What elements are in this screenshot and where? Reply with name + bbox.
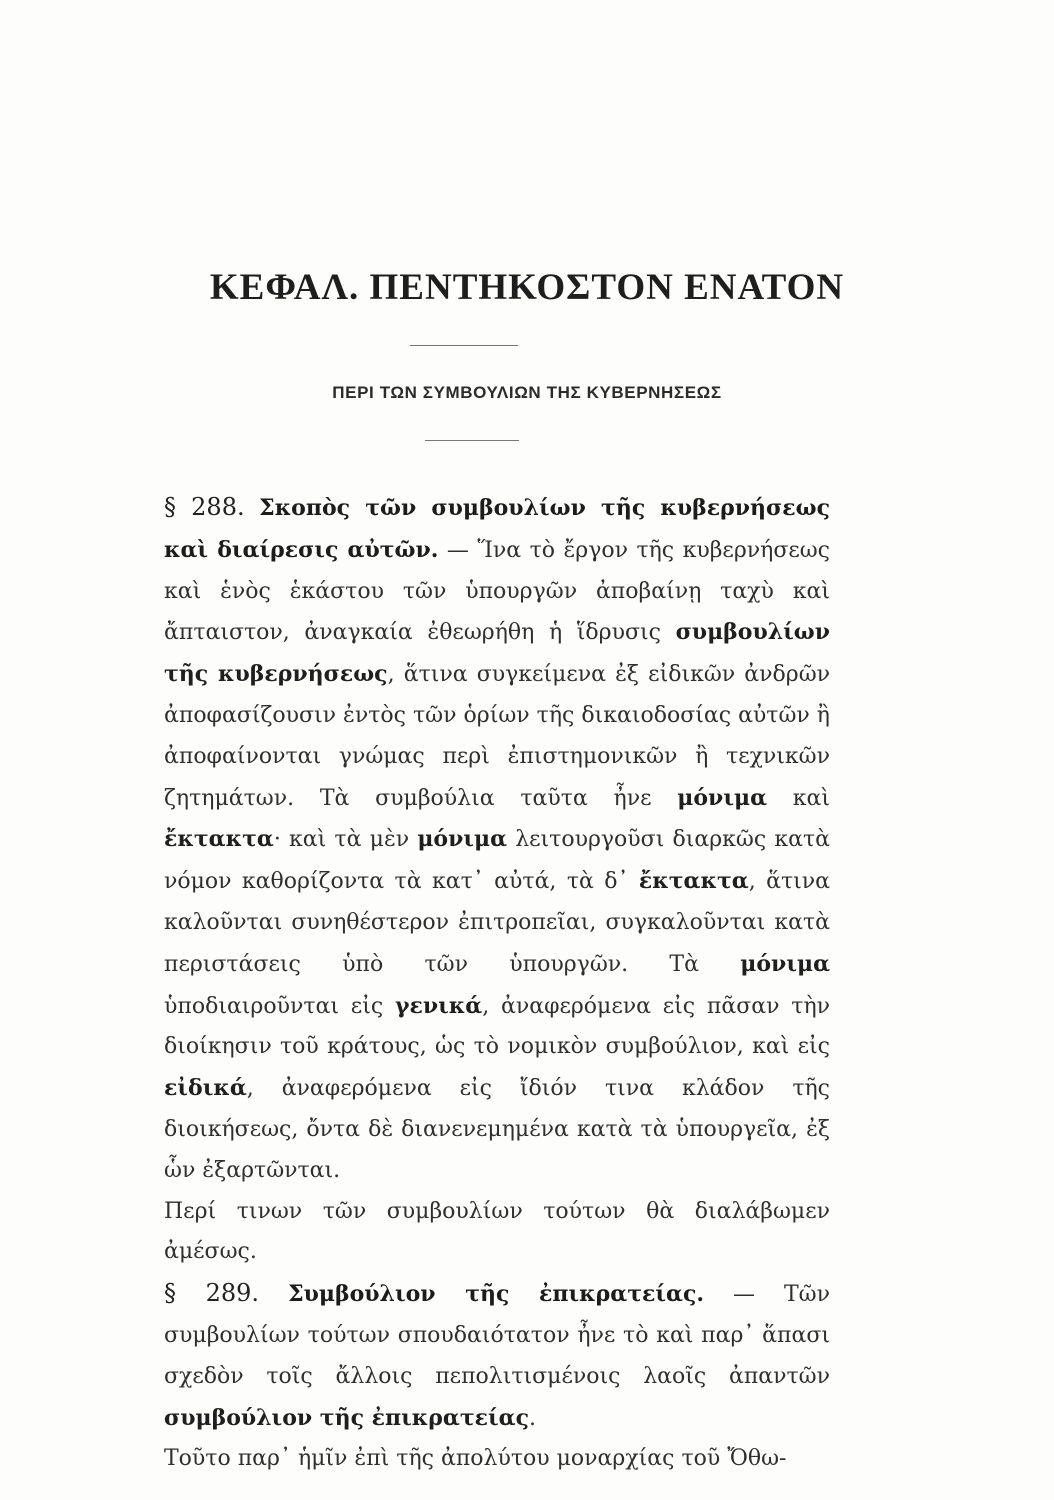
emphasis: εἰδικά [164,1075,247,1102]
paragraph-transition: Περί τινων τῶν συμβουλίων τούτων θὰ διαλάβωμεν ἀμέσως. [164,1198,830,1265]
emphasis: συμβούλιον τῆς ἐπικρατείας [164,1404,529,1431]
divider-bottom [425,440,519,441]
text-run: · καὶ τὰ μὲν [273,827,418,853]
text-run: ὑποδιαιροῦνται εἰς [164,993,395,1019]
emphasis: μόνιμα [740,950,830,977]
text-run: καὶ [767,785,830,811]
emphasis: μόνιμα [677,784,767,811]
emphasis: γενικά [394,992,483,1019]
section-heading: Συμβούλιον τῆς ἐπικρατείας. [288,1281,705,1308]
paragraph-289 [164,1273,830,1439]
section-number: § 288. [164,493,245,521]
section-number: § 289. [164,1279,260,1308]
chapter-title: ΚΕΦΑΛ. ΠΕΝΤΗΚΟΣΤΟΝ ΕΝΑΤΟΝ [209,267,845,308]
emphasis: ἔκτακτα [638,868,749,895]
divider-top [410,345,518,346]
text-run: λειτουργοῦσι διαρκῶς κατὰ νόμον καθορίζοντα τὰ κατ᾽ αὐτά, τὰ δ᾽ [164,827,831,895]
section-heading: Σκοπὸς τῶν συμβουλίων τῆς κυβερνήσεως καὶ διαίρεσις αὐτῶν. [164,495,830,563]
text-run: — Ἵνα τὸ ἔργον τῆς κυβερνήσεως καὶ ἑνὸς ἑκάστου τῶν ὑπουργῶν ἀποβαίνῃ ταχὺ καὶ ἄπταιστον, ἀναγκαία ἐθεωρήθη ἡ ἵδρυσις [164,537,830,646]
chapter-subtitle: ΠΕΡΙ ΤΩΝ ΣΥΜΒΟΥΛΙΩΝ ΤΗΣ ΚΥΒΕΡΝΗΣΕΩΣ [332,383,722,402]
text-run: , ἀναφερόμενα εἰς ἴδιόν τινα κλάδον τῆς διοικήσεως, ὄντα δὲ διανενεμημένα κατὰ τὰ ὑπουργεῖα, ἐξ ὧν ἐξαρτῶνται. [164,1076,830,1183]
text-run: — Τῶν συμβουλίων τούτων σπουδαιότατον ἦνε τὸ καὶ παρ᾽ ἅπασι σχεδὸν τοῖς ἄλλοις πεπολιτισμένοις λαοῖς ἀπαντῶν [164,1282,830,1389]
emphasis: συμβουλίων τῆς κυβερνήσεως [164,619,830,688]
paragraph-last: Τοῦτο παρ᾽ ἡμῖν ἐπὶ τῆς ἀπολύτου μοναρχίας τοῦ Ὄθω- [164,1446,787,1472]
emphasis: μόνιμα [417,826,508,853]
text-run: , ἀναφερόμενα εἰς πᾶσαν τὴν διοίκησιν τοῦ κράτους, ὡς τὸ νομικὸν συμβούλιον, καὶ εἰς [164,993,830,1060]
text-run: , ἅτινα συγκείμενα ἐξ εἰδικῶν ἀνδρῶν ἀποφασίζουσιν ἐντὸς τῶν ὁρίων τῆς δικαιοδοσίας αὐτῶν ἢ ἀποφαίνονται γνώμας περὶ ἐπιστημονικῶν ἢ τεχνικῶν ζητημάτων. Τὰ συμβούλια ταῦτα ἦνε [164,662,831,811]
text-run: , ἅτινα καλοῦνται συνηθέστερον ἐπιτροπεῖαι, συγκαλοῦνται κατὰ περιστάσεις ὑπὸ τῶν ὑπουργῶν. Τὰ [164,869,830,977]
body-text [164,487,830,1480]
paragraph-288 [164,487,830,1192]
emphasis: ἔκτακτα [164,826,274,853]
text-run: . [528,1405,536,1431]
